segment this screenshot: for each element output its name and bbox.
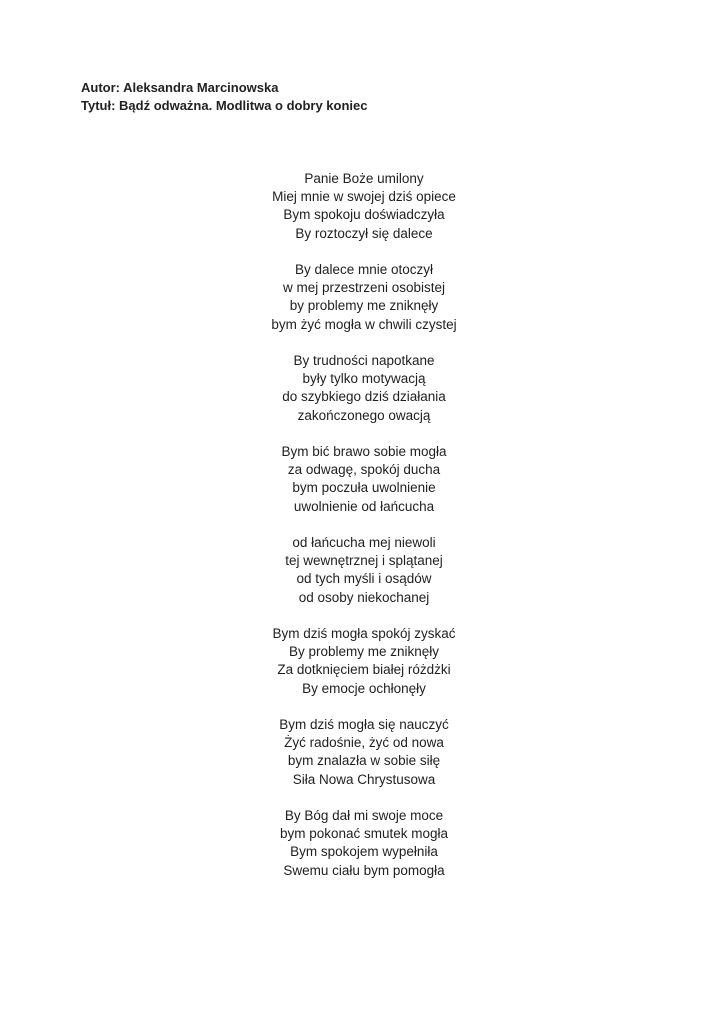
poem-line: uwolnienie od łańcucha bbox=[293, 498, 435, 514]
poem-stanza bbox=[0, 534, 728, 607]
poem-stanza bbox=[0, 443, 728, 516]
poem-line: bym znalazła w sobie siłę bbox=[287, 753, 441, 769]
document-header bbox=[81, 79, 368, 115]
poem-line: By dalece mnie otoczył bbox=[294, 262, 434, 277]
poem-line: za odwagę, spokój ducha bbox=[287, 462, 441, 478]
poem-stanza bbox=[0, 625, 728, 698]
poem-body bbox=[0, 170, 728, 898]
poem-line: od osoby niekochanej bbox=[298, 589, 430, 605]
poem-line: Bym bić brawo sobie mogła bbox=[281, 444, 447, 459]
poem-line: Żyć radośnie, żyć od nowa bbox=[284, 735, 444, 751]
poem-line: w mej przestrzeni osobistej bbox=[282, 280, 446, 296]
poem-line: Siła Nowa Chrystusowa bbox=[292, 771, 436, 787]
poem-line: od łańcucha mej niewoli bbox=[292, 535, 436, 550]
poem-line: By Bóg dał mi swoje moce bbox=[284, 808, 444, 823]
poem-line: do szybkiego dziś działania bbox=[282, 389, 446, 405]
poem-line: bym pokonać smutek mogła bbox=[279, 826, 449, 842]
poem-line: By trudności napotkane bbox=[293, 353, 435, 368]
poem-line: bym poczuła uwolnienie bbox=[292, 480, 436, 496]
poem-line: Bym spokojem wypełniła bbox=[290, 844, 438, 860]
title-line: Tytuł: Bądź odważna. Modlitwa o dobry koniec bbox=[81, 98, 368, 113]
poem-line: Za dotknięciem białej różdżki bbox=[277, 662, 451, 678]
poem-line: były tylko motywacją bbox=[302, 371, 426, 387]
poem-line: Miej mnie w swojej dziś opiece bbox=[272, 189, 456, 205]
poem-line: od tych myśli i osądów bbox=[296, 571, 432, 587]
poem-stanza bbox=[0, 716, 728, 789]
poem-line: tej wewnętrznej i splątanej bbox=[285, 553, 443, 569]
poem-line: by problemy me zniknęły bbox=[289, 298, 439, 314]
poem-line: Bym dziś mogła spokój zyskać bbox=[272, 626, 456, 641]
poem-line: Panie Boże umilony bbox=[304, 171, 424, 186]
poem-stanza bbox=[0, 170, 728, 243]
poem-line: Bym spokoju doświadczyła bbox=[283, 207, 445, 223]
poem-stanza bbox=[0, 352, 728, 425]
poem-stanza bbox=[0, 807, 728, 880]
poem-line: By problemy me zniknęły bbox=[288, 644, 440, 660]
poem-line: zakończonego owacją bbox=[297, 407, 431, 423]
poem-line: By emocje ochłonęły bbox=[302, 680, 426, 696]
poem-line: bym żyć mogła w chwili czystej bbox=[271, 316, 457, 332]
poem-stanza bbox=[0, 261, 728, 334]
poem-line: Bym dziś mogła się nauczyć bbox=[279, 717, 449, 732]
poem-line: By roztoczył się dalece bbox=[295, 225, 433, 241]
poem-line: Swemu ciału bym pomogła bbox=[283, 862, 445, 878]
author-line: Autor: Aleksandra Marcinowska bbox=[81, 80, 279, 95]
